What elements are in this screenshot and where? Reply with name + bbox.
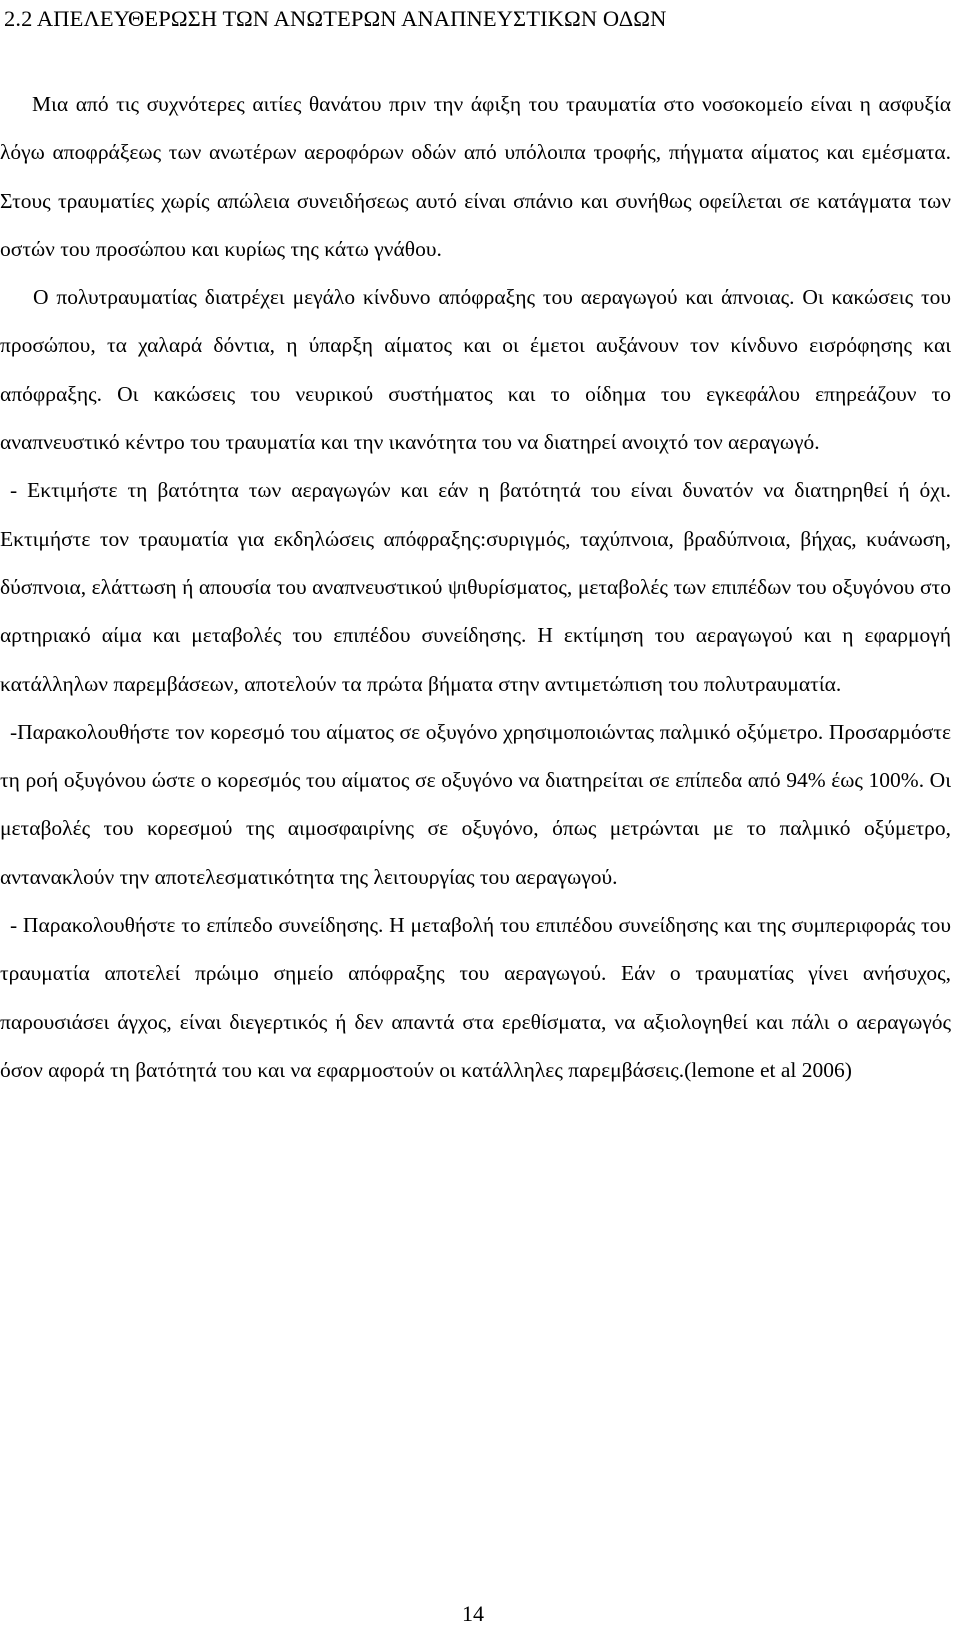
section-heading: 2.2 ΑΠΕΛΕΥΘΕΡΩΣΗ ΤΩΝ ΑΝΩΤΕΡΩΝ ΑΝΑΠΝΕΥΣΤΙΚΩΝ ΟΔΩΝ — [4, 6, 667, 31]
paragraph-3: - Εκτιμήστε τη βατότητα των αεραγωγών και εάν η βατότητά του είναι δυνατόν να διατηρηθεί ή όχι. Εκτιμήστε τον τραυματία για εκδηλώσεις απόφραξης:συριγμός, ταχύπνοια, βραδύπνοια, βήχας, κυάνωση, δύσπνοια, ελάττωση ή απουσία του αναπνευστικού ψιθυρίσματος, μεταβολές των επιπέδων του οξυγόνου στο αρτηριακό αίμα και μεταβολές του επιπέδου συνείδησης. Η εκτίμηση του αεραγωγού και η εφαρμογή κατάλληλων παρεμβάσεων, αποτελούν τα πρώτα βήματα στην αντιμετώπιση του πολυτραυματία. — [0, 478, 951, 696]
paragraph-4: -Παρακολουθήστε τον κορεσμό του αίματος σε οξυγόνο χρησιμοποιώντας παλμικό οξύμετρο. Προσαρμόστε τη ροή οξυγόνου ώστε ο κορεσμός του αίματος σε οξυγόνο να διατηρείται σε επίπεδα από 94% έως 100%. Οι μεταβολές του κορεσμού της αιμοσφαιρίνης σε οξυγόνο, όπως μετρώνται με το παλμικό οξύμετρο, αντανακλούν την αποτελεσματικότητα της λειτουργίας του αεραγωγού. — [0, 719, 951, 889]
paragraph-1: Μια από τις συχνότερες αιτίες θανάτου πριν την άφιξη του τραυματία στο νοσοκομείο είναι η ασφυξία λόγω αποφράξεως των ανωτέρων αεροφόρων οδών από υπόλοιπα τροφής, πήγματα αίματος και εμέσματα. Στους τραυματίες χωρίς απώλεια συνειδήσεως αυτό είναι σπάνιο και συνήθως οφείλεται σε κατάγματα των οστών του προσώπου και κυρίως της κάτω γνάθου. — [0, 92, 951, 261]
page-number: 14 — [462, 1601, 484, 1626]
paragraph-5: - Παρακολουθήστε το επίπεδο συνείδησης. Η μεταβολή του επιπέδου συνείδησης και της συμπεριφοράς του τραυματία αποτελεί πρώιμο σημείο απόφραξης του αεραγωγού. Εάν ο τραυματίας γίνει ανήσυχος, παρουσιάσει άγχος, είναι διεγερτικός ή δεν απαντά στα ερεθίσματα, να αξιολογηθεί και πάλι ο αεραγωγός όσον αφορά τη βατότητά του και να εφαρμοστούν οι κατάλληλες παρεμβάσεις.(lemone et al 2006) — [0, 913, 951, 1082]
paragraph-2: Ο πολυτραυματίας διατρέχει μεγάλο κίνδυνο απόφραξης του αεραγωγού και άπνοιας. Οι κακώσεις του προσώπου, τα χαλαρά δόντια, η ύπαρξη αίματος και οι έμετοι αυξάνουν τον κίνδυνο εισρόφησης και απόφραξης. Οι κακώσεις του νευρικού συστήματος και το οίδημα του εγκεφάλου επηρεάζουν το αναπνευστικό κέντρο του τραυματία και την ικανότητα του να διατηρεί ανοιχτό τον αεραγωγό. — [0, 285, 951, 455]
body-text — [0, 80, 951, 1094]
